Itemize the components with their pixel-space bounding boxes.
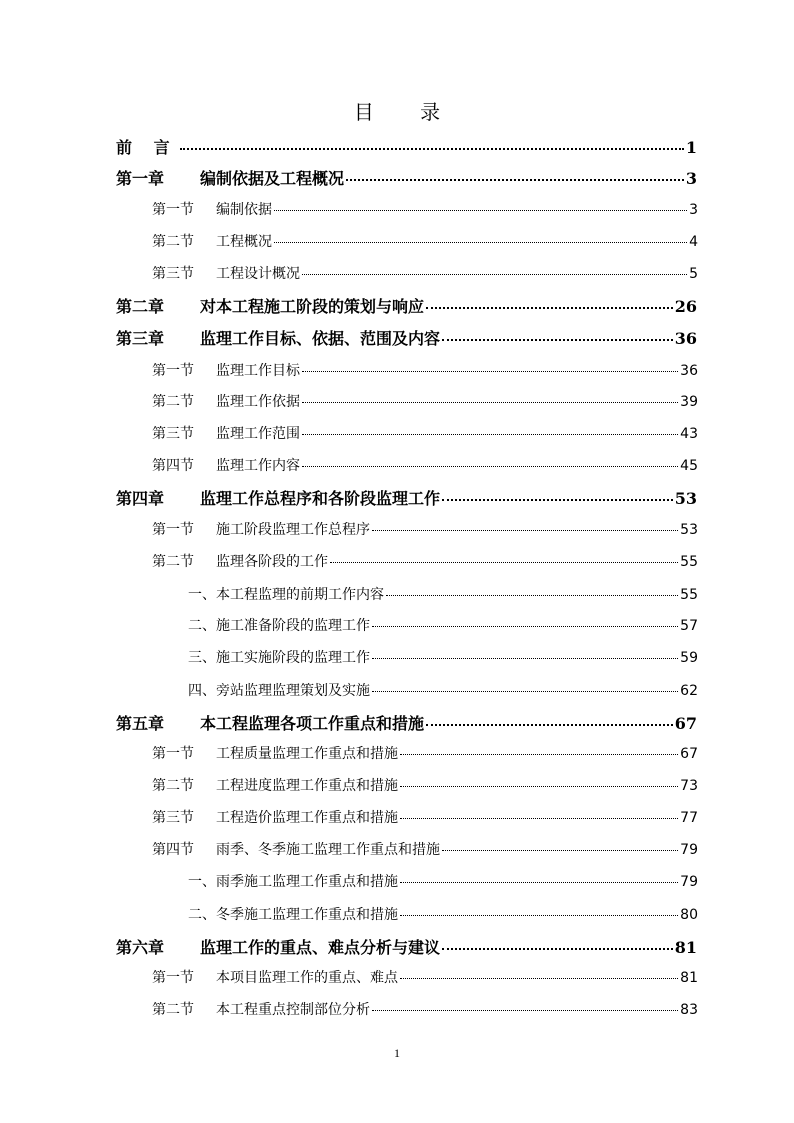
dot-leader bbox=[386, 594, 678, 596]
toc-entry-page: 43 bbox=[680, 426, 698, 442]
dot-leader bbox=[400, 914, 678, 916]
dot-leader bbox=[442, 849, 678, 851]
toc-entry-label: 第一节 bbox=[152, 746, 194, 762]
toc-entry[interactable] bbox=[0, 839, 698, 859]
toc-entry-page: 79 bbox=[680, 842, 698, 858]
dot-leader bbox=[372, 657, 678, 659]
toc-entry-text: 工程造价监理工作重点和措施 bbox=[216, 810, 398, 826]
toc-entry-text: 施工阶段监理工作总程序 bbox=[216, 522, 370, 538]
dot-leader bbox=[302, 401, 678, 403]
toc-entry[interactable] bbox=[0, 935, 697, 958]
toc-entry-label: 第三章 bbox=[116, 329, 165, 348]
toc-entry[interactable] bbox=[0, 231, 698, 251]
toc-entry-label: 第一章 bbox=[116, 169, 165, 188]
toc-entry-text: 监理各阶段的工作 bbox=[216, 554, 328, 570]
dot-leader bbox=[400, 753, 678, 755]
toc-entry-text: 监理工作内容 bbox=[216, 458, 300, 474]
toc-entry-text: 工程概况 bbox=[216, 234, 272, 250]
toc-entry[interactable] bbox=[0, 294, 697, 317]
toc-entry-page: 59 bbox=[680, 650, 698, 666]
toc-entry-label: 第一节 bbox=[152, 363, 194, 379]
toc-entry[interactable] bbox=[0, 263, 698, 283]
toc-entry-label: 第二节 bbox=[152, 394, 194, 410]
toc-entry-text: 监理工作范围 bbox=[216, 426, 300, 442]
toc-entry-text: 编制依据 bbox=[216, 202, 272, 218]
toc-entry-label: 第一节 bbox=[152, 522, 194, 538]
toc-entry-label: 第三节 bbox=[152, 266, 194, 282]
toc-entry-label: 第一节 bbox=[152, 970, 194, 986]
toc-entry-page: 77 bbox=[680, 810, 698, 826]
toc-entry-page: 53 bbox=[674, 489, 697, 508]
dot-leader bbox=[302, 433, 678, 435]
toc-entry-label: 第四节 bbox=[152, 842, 194, 858]
toc-entry-page: 67 bbox=[680, 746, 698, 762]
dot-leader bbox=[274, 209, 687, 211]
dot-leader bbox=[346, 178, 684, 181]
toc-entry-text: 监理工作总程序和各阶段监理工作 bbox=[200, 489, 441, 508]
toc-entry[interactable] bbox=[0, 135, 697, 158]
dot-leader bbox=[400, 977, 678, 979]
toc-entry-page: 83 bbox=[680, 1002, 698, 1018]
toc-entry[interactable] bbox=[0, 999, 698, 1019]
toc-entry-text: 工程设计概况 bbox=[216, 266, 300, 282]
dot-leader bbox=[426, 306, 673, 309]
dot-leader bbox=[180, 147, 684, 150]
toc-entry-page: 39 bbox=[680, 394, 698, 410]
dot-leader bbox=[442, 947, 673, 950]
toc-entry[interactable] bbox=[0, 326, 697, 349]
toc-entry[interactable] bbox=[0, 871, 698, 891]
toc-entry-text: 二、冬季施工监理工作重点和措施 bbox=[188, 907, 398, 923]
toc-entry-label: 第六章 bbox=[116, 938, 165, 957]
toc-entry-page: 36 bbox=[680, 363, 698, 379]
toc-entry-text: 四、旁站监理监理策划及实施 bbox=[188, 683, 370, 699]
toc-entry-label: 第四章 bbox=[116, 489, 165, 508]
toc-entry-page: 55 bbox=[680, 554, 698, 570]
toc-entry[interactable] bbox=[0, 423, 698, 443]
toc-entry[interactable] bbox=[0, 743, 698, 763]
toc-entry[interactable] bbox=[0, 775, 698, 795]
toc-entry-page: 4 bbox=[689, 234, 698, 250]
toc-entry-text: 本工程重点控制部位分析 bbox=[216, 1002, 370, 1018]
toc-entry[interactable] bbox=[0, 360, 698, 380]
dot-leader bbox=[302, 465, 678, 467]
dot-leader bbox=[372, 529, 678, 531]
toc-entry-text: 监理工作的重点、难点分析与建议 bbox=[200, 938, 441, 957]
toc-entry-page: 73 bbox=[680, 778, 698, 794]
toc-entry-text: 雨季、冬季施工监理工作重点和措施 bbox=[216, 842, 440, 858]
dot-leader bbox=[302, 370, 678, 372]
dot-leader bbox=[302, 273, 687, 275]
toc-entry-page: 26 bbox=[674, 297, 697, 316]
toc-entry[interactable] bbox=[0, 199, 698, 219]
toc-entry-page: 3 bbox=[685, 169, 697, 188]
toc-entry-label: 第二节 bbox=[152, 234, 194, 250]
toc-entry-page: 81 bbox=[680, 970, 698, 986]
toc-entry[interactable] bbox=[0, 455, 698, 475]
toc-entry-label: 第三节 bbox=[152, 810, 194, 826]
toc-entry-label: 第二节 bbox=[152, 1002, 194, 1018]
dot-leader bbox=[330, 561, 678, 563]
toc-entry[interactable] bbox=[0, 391, 698, 411]
toc-entry-text: 本工程监理各项工作重点和措施 bbox=[200, 714, 425, 733]
toc-entry[interactable] bbox=[0, 711, 697, 734]
toc-entry-page: 36 bbox=[674, 329, 697, 348]
dot-leader bbox=[400, 785, 678, 787]
dot-leader bbox=[442, 338, 673, 341]
toc-entry-page: 5 bbox=[689, 266, 698, 282]
toc-entry-text: 编制依据及工程概况 bbox=[200, 169, 345, 188]
toc-entry-page: 67 bbox=[674, 714, 697, 733]
toc-entry-label: 第二节 bbox=[152, 778, 194, 794]
dot-leader bbox=[372, 625, 678, 627]
dot-leader bbox=[274, 241, 687, 243]
toc-entry-page: 81 bbox=[674, 938, 697, 957]
toc-entry-text: 工程进度监理工作重点和措施 bbox=[216, 778, 398, 794]
toc-entry-text: 一、雨季施工监理工作重点和措施 bbox=[188, 874, 398, 890]
dot-leader bbox=[400, 817, 678, 819]
dot-leader bbox=[400, 881, 678, 883]
toc-entry[interactable] bbox=[0, 680, 698, 700]
toc-entry-text: 一、本工程监理的前期工作内容 bbox=[188, 587, 384, 603]
toc-entry[interactable] bbox=[0, 615, 698, 635]
toc-entry[interactable] bbox=[0, 519, 698, 539]
toc-entry-label: 第二节 bbox=[152, 554, 194, 570]
toc-entry-text: 三、施工实施阶段的监理工作 bbox=[188, 650, 370, 666]
toc-entry-text: 监理工作目标 bbox=[216, 363, 300, 379]
toc-entry-page: 79 bbox=[680, 874, 698, 890]
toc-entry[interactable] bbox=[0, 904, 698, 924]
toc-entry[interactable] bbox=[0, 486, 697, 509]
toc-entry[interactable] bbox=[0, 166, 697, 189]
toc-entry[interactable] bbox=[0, 807, 698, 827]
dot-leader bbox=[372, 1009, 678, 1011]
toc-entry-label: 第一节 bbox=[152, 202, 194, 218]
toc-entry-page: 3 bbox=[689, 202, 698, 218]
toc-entry[interactable] bbox=[0, 584, 698, 604]
toc-entry-label: 前 言 bbox=[116, 138, 178, 157]
toc-title: 目 录 bbox=[353, 100, 461, 124]
dot-leader bbox=[426, 723, 673, 726]
toc-entry-text: 二、施工准备阶段的监理工作 bbox=[188, 618, 370, 634]
toc-entry-text: 监理工作依据 bbox=[216, 394, 300, 410]
toc-entry-page: 1 bbox=[685, 138, 697, 157]
toc-entry-label: 第四节 bbox=[152, 458, 194, 474]
dot-leader bbox=[442, 498, 673, 501]
toc-entry-text: 工程质量监理工作重点和措施 bbox=[216, 746, 398, 762]
toc-entry-text: 本项目监理工作的重点、难点 bbox=[216, 970, 398, 986]
toc-entry-label: 第五章 bbox=[116, 714, 165, 733]
toc-entry-page: 80 bbox=[680, 907, 698, 923]
dot-leader bbox=[372, 690, 678, 692]
toc-entry-page: 57 bbox=[680, 618, 698, 634]
page-number: 1 bbox=[394, 1046, 400, 1060]
toc-entry[interactable] bbox=[0, 967, 698, 987]
toc-entry-text: 对本工程施工阶段的策划与响应 bbox=[200, 297, 425, 316]
toc-entry-page: 53 bbox=[680, 522, 698, 538]
toc-entry[interactable] bbox=[0, 647, 698, 667]
toc-entry-text: 监理工作目标、依据、范围及内容 bbox=[200, 329, 441, 348]
toc-entry-page: 45 bbox=[680, 458, 698, 474]
toc-entry-label: 第三节 bbox=[152, 426, 194, 442]
toc-entry-page: 55 bbox=[680, 587, 698, 603]
toc-entry[interactable] bbox=[0, 551, 698, 571]
toc-entry-label: 第二章 bbox=[116, 297, 165, 316]
toc-entry-page: 62 bbox=[680, 683, 698, 699]
